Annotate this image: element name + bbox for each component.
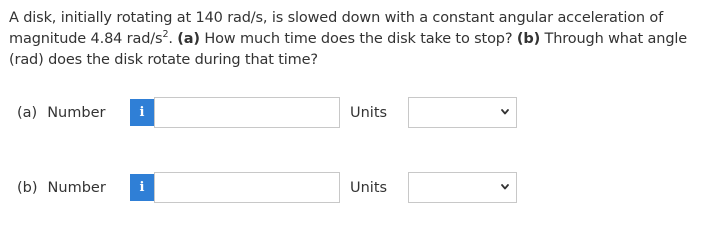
info-icon[interactable]: i (130, 99, 154, 126)
answer-label (17, 171, 106, 205)
units-select[interactable] (408, 172, 517, 203)
answer-row-b (0, 171, 710, 205)
units-label: Units (350, 105, 388, 121)
part-a-question: How much time does the disk take to stop? (199, 31, 513, 47)
chevron-down-icon (500, 106, 510, 118)
question-period: . (168, 31, 173, 47)
question-text (9, 8, 699, 71)
part-b-question: Through what angle (rad) does the disk rotate during that time? (9, 31, 688, 68)
info-icon[interactable]: i (130, 174, 154, 201)
number-input[interactable] (154, 97, 340, 128)
part-b-marker: (b) (516, 31, 541, 47)
answer-label (17, 96, 105, 130)
chevron-down-icon (500, 181, 510, 193)
part-a-marker: (a) (177, 31, 200, 47)
part-label: (b) (17, 180, 38, 196)
units-select[interactable] (408, 97, 517, 128)
units-label: Units (350, 180, 388, 196)
exponent: 2 (162, 29, 169, 40)
part-label: (a) (17, 105, 38, 121)
number-label: Number (47, 180, 106, 196)
answer-row-a (0, 96, 710, 130)
number-label: Number (47, 105, 106, 121)
number-input[interactable] (154, 172, 340, 203)
question-intro: A disk, initially rotating at 140 rad/s, is slowed down with a constant angular acceleration of magnitude 4.84 rad/s (9, 10, 664, 47)
